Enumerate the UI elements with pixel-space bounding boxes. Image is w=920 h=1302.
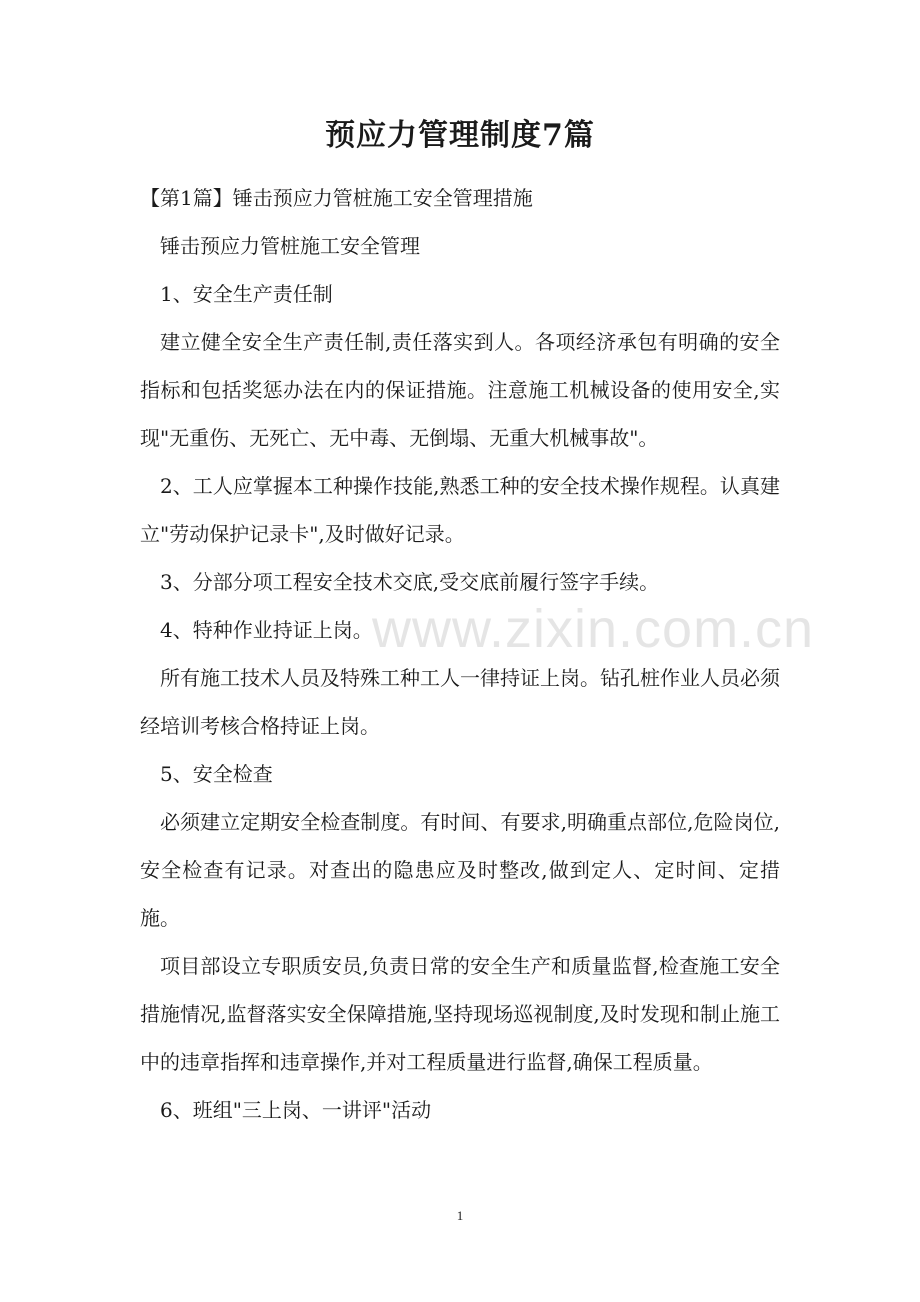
paragraph: 5、安全检查: [160, 762, 273, 786]
paragraph: 项目部设立专职质安员,负责日常的安全生产和质量监督,检查施工安全措施情况,监督落实安全保障措施,坚持现场巡视制度,及时发现和制止施工中的违章指挥和违章操作,并对工程质量进行监督,确保工程质量。: [140, 954, 780, 1074]
watermark: www.zixin.com.cn: [372, 599, 815, 659]
page-number: 1: [456, 1208, 464, 1223]
paragraph: 必须建立定期安全检查制度。有时间、有要求,明确重点部位,危险岗位,安全检查有记录。对查出的隐患应及时整改,做到定人、定时间、定措施。: [140, 810, 780, 930]
document-title: 预应力管理制度7篇: [325, 118, 595, 153]
paragraph: 4、特种作业持证上岗。: [160, 618, 373, 642]
document-body: [140, 174, 780, 1134]
paragraph: 所有施工技术人员及特殊工种工人一律持证上岗。钻孔桩作业人员必须经培训考核合格持证上岗。: [140, 666, 780, 738]
paragraph: 锤击预应力管桩施工安全管理: [160, 234, 420, 258]
paragraph: 建立健全安全生产责任制,责任落实到人。各项经济承包有明确的安全指标和包括奖惩办法在内的保证措施。注意施工机械设备的使用安全,实现"无重伤、无死亡、无中毒、无倒塌、无重大机械事故"。: [140, 330, 780, 450]
paragraph: 3、分部分项工程安全技术交底,受交底前履行签字手续。: [160, 570, 660, 594]
section-heading: 【第1篇】锤击预应力管桩施工安全管理措施: [140, 186, 533, 210]
paragraph: 2、工人应掌握本工种操作技能,熟悉工种的安全技术操作规程。认真建立"劳动保护记录卡",及时做好记录。: [140, 474, 780, 546]
paragraph: 1、安全生产责任制: [160, 282, 333, 306]
paragraph: 6、班组"三上岗、一讲评"活动: [160, 1098, 432, 1122]
